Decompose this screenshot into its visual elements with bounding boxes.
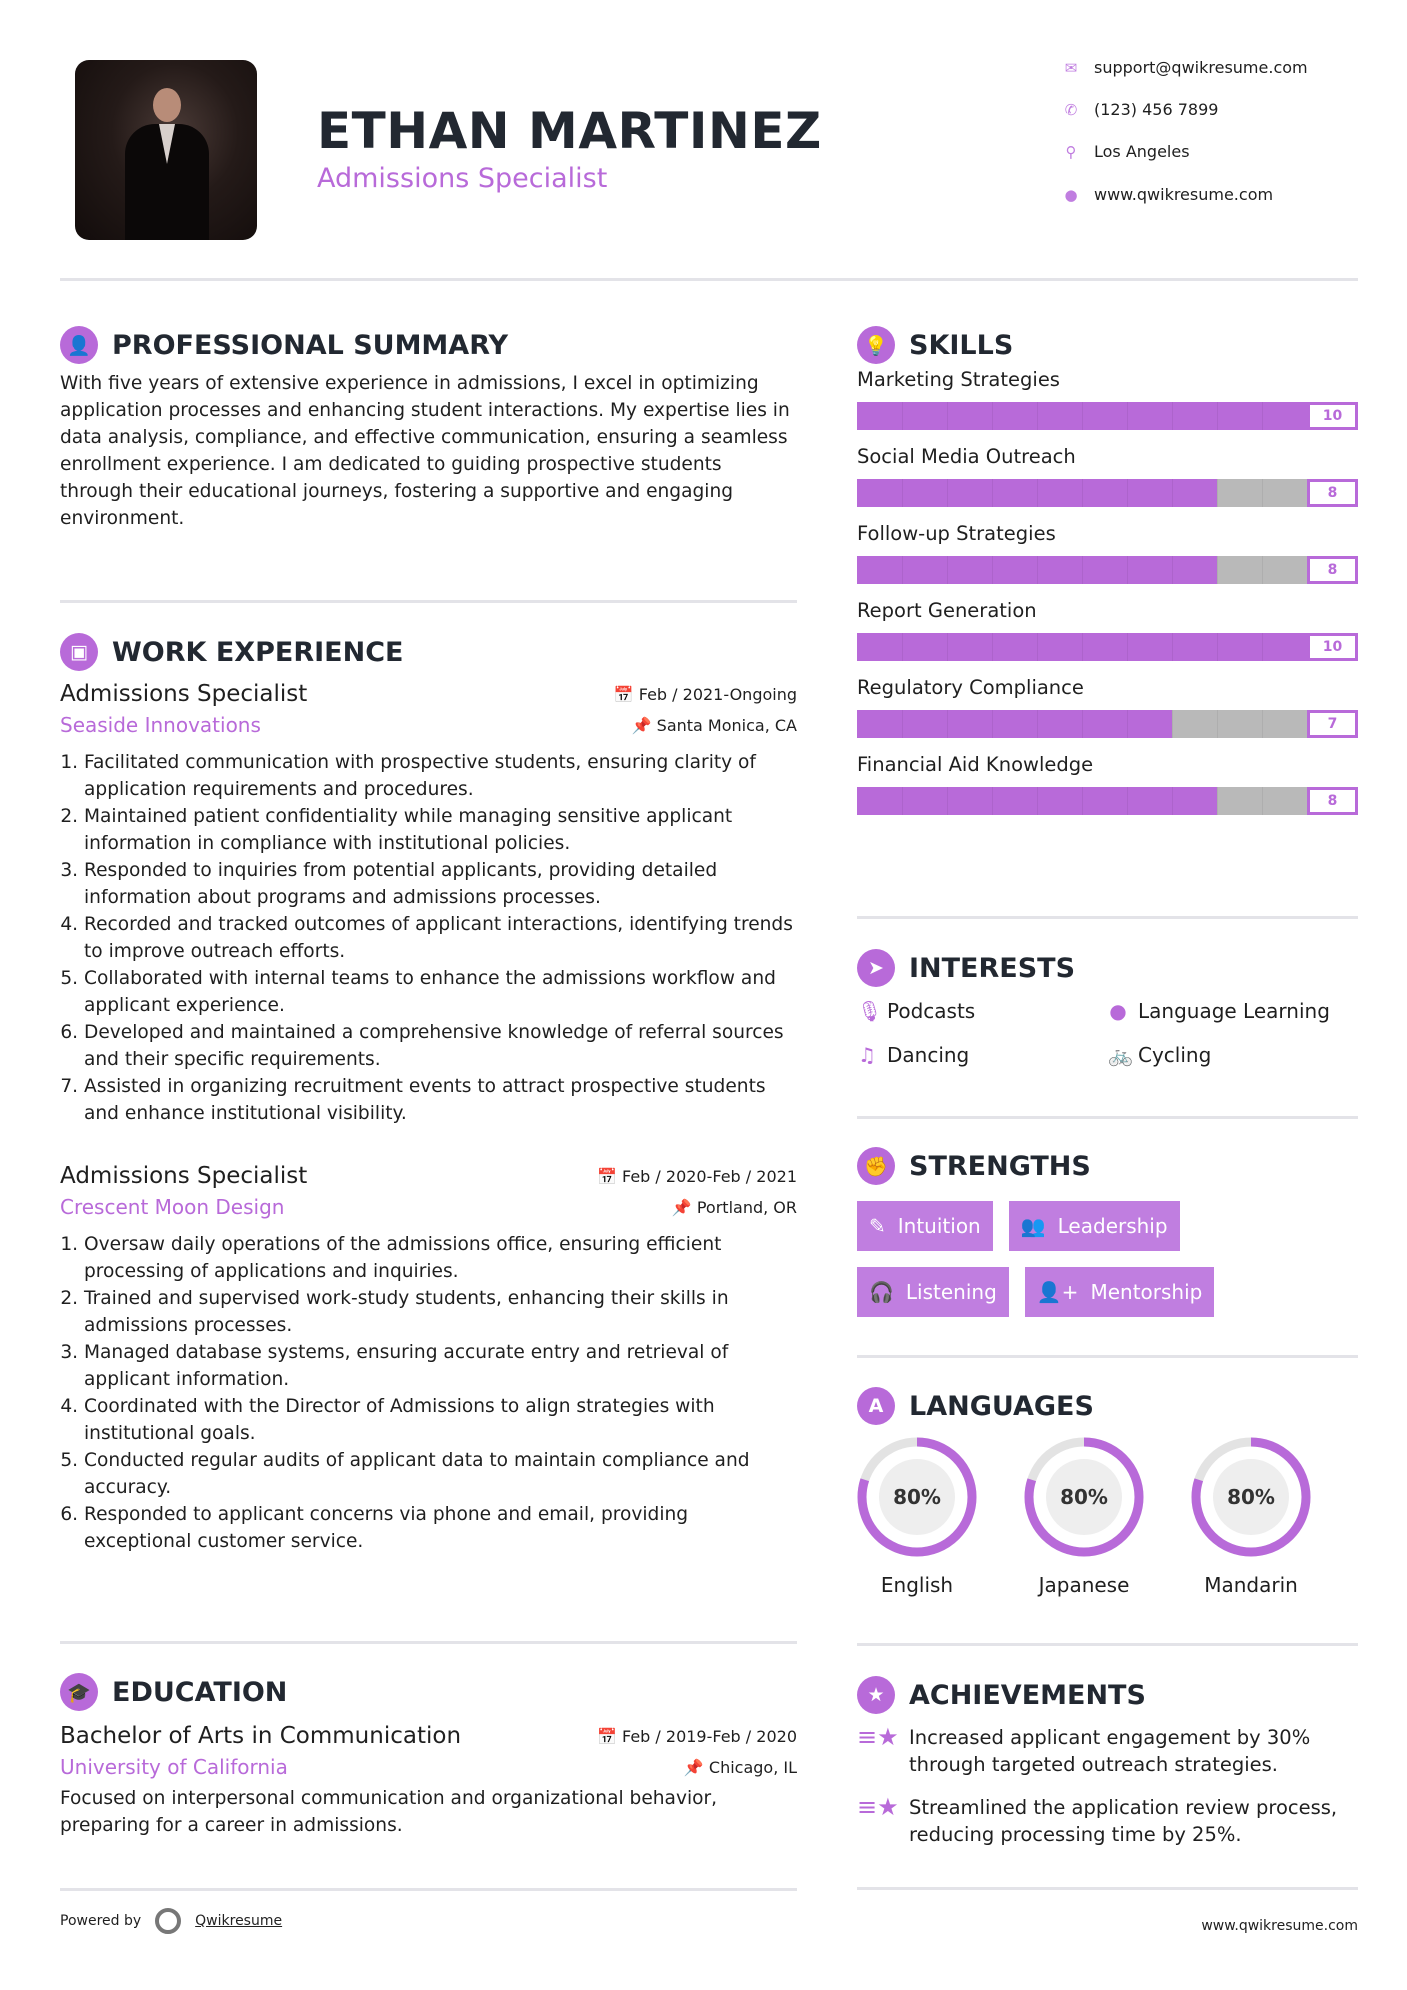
language-item — [1014, 1435, 1154, 1597]
bar-segment-divider — [1262, 633, 1263, 661]
bar-segment-divider — [1082, 710, 1083, 738]
language-item — [1181, 1435, 1321, 1597]
bar-segment-divider — [947, 479, 948, 507]
school: University of California — [60, 1755, 288, 1779]
bar-segment-divider — [992, 710, 993, 738]
job-bullet: 3. Responded to inquiries from potential applicants, providing detailed information about programs and admissions processes. — [84, 857, 797, 911]
language-label: Japanese — [1038, 1573, 1130, 1597]
bar-segment-divider — [1172, 633, 1173, 661]
skill-value: 8 — [1307, 479, 1358, 507]
skills-section — [857, 326, 1358, 815]
user-icon: 👤 — [60, 326, 98, 364]
job-location: 📌 Santa Monica, CA — [631, 715, 797, 735]
education-text: Focused on interpersonal communication and organizational behavior, preparing for a career in admissions. — [60, 1788, 718, 1836]
section-heading: ACHIEVEMENTS — [909, 1679, 1146, 1711]
divider — [60, 600, 797, 603]
job-bullet: 6. Responded to applicant concerns via phone and email, providing exceptional customer service. — [84, 1501, 797, 1555]
job-bullet: 2. Trained and supervised work-study students, enhancing their skills in admissions processes. — [84, 1285, 797, 1339]
language-icon: A — [857, 1387, 895, 1425]
section-heading: LANGUAGES — [909, 1390, 1094, 1422]
summary-text: With five years of extensive experience in admissions, I excel in optimizing application processes and enhancing student interactions. My expertise lies in data analysis, compliance, and effective communication, ensuring a seamless enrollment experience. I am dedicated to guiding prospective students through their educational journeys, fostering a supportive and engaging environment. — [60, 373, 790, 529]
calendar-icon: 📅 — [613, 684, 634, 704]
language-percent: 80% — [1227, 1485, 1275, 1509]
strengths-section — [857, 1147, 1358, 1317]
section-heading: INTERESTS — [909, 952, 1076, 984]
divider — [60, 1888, 797, 1891]
language-percent: 80% — [1060, 1485, 1108, 1509]
skill-value: 10 — [1307, 402, 1358, 430]
paper-plane-icon: ➤ — [857, 949, 895, 987]
section-heading: SKILLS — [909, 329, 1014, 361]
candidate-name: ETHAN MARTINEZ — [317, 102, 822, 160]
job-bullet: 5. Collaborated with internal teams to enhance the admissions workflow and applicant experience. — [84, 965, 797, 1019]
job-entry — [60, 1163, 797, 1555]
star-icon: ★ — [857, 1676, 895, 1714]
interests-section — [857, 949, 1358, 1067]
interest-dancing: ♫ Dancing — [858, 1043, 970, 1067]
achievement-item: ≡★ Increased applicant engagement by 30% through targeted outreach strategies. — [857, 1723, 1311, 1776]
bar-segment-divider — [1172, 556, 1173, 584]
divider — [857, 1887, 1358, 1890]
job-bullet: 6. Developed and maintained a comprehensive knowledge of referral sources and their specific requirements. — [84, 1019, 797, 1073]
bar-segment-divider — [947, 787, 948, 815]
bar-segment-divider — [902, 787, 903, 815]
skill-label: Marketing Strategies — [857, 368, 1060, 391]
bar-segment-divider — [1127, 479, 1128, 507]
summary-section — [60, 326, 800, 532]
music-note-icon: ♫ — [858, 1043, 876, 1067]
language-item — [847, 1435, 987, 1597]
contact-location: ⚲ Los Angeles — [1062, 142, 1190, 161]
bar-segment-divider — [1127, 556, 1128, 584]
contact-phone: ✆ (123) 456 7899 — [1062, 100, 1218, 119]
skill-label: Report Generation — [857, 599, 1037, 622]
language-donut — [1022, 1435, 1146, 1559]
skill-bar — [857, 556, 1358, 584]
bar-segment-divider — [1262, 402, 1263, 430]
bar-segment-divider — [947, 556, 948, 584]
skill-bar-fill — [857, 710, 1172, 738]
section-heading: WORK EXPERIENCE — [112, 636, 404, 668]
bar-segment-divider — [1082, 633, 1083, 661]
location-pin-icon: ⚲ — [1065, 142, 1077, 161]
microphone-icon: 🎙 — [857, 999, 883, 1023]
skill-label: Follow-up Strategies — [857, 522, 1056, 545]
bar-segment-divider — [947, 633, 948, 661]
job-title: Admissions Specialist — [60, 681, 308, 707]
job-bullet: 2. Maintained patient confidentiality while managing sensitive applicant information in compliance with institutional policies. — [84, 803, 797, 857]
powered-by: Powered by Qwikresume — [60, 1908, 282, 1934]
achievements-section — [857, 1676, 1358, 1848]
bar-segment-divider — [1262, 710, 1263, 738]
language-label: Mandarin — [1204, 1573, 1298, 1597]
bar-segment-divider — [902, 710, 903, 738]
graduate-icon: 🎓 — [60, 1673, 98, 1711]
bar-segment-divider — [992, 633, 993, 661]
bar-segment-divider — [1037, 556, 1038, 584]
briefcase-icon: ▣ — [60, 633, 98, 671]
bar-segment-divider — [1262, 556, 1263, 584]
pin-icon: 📌 — [671, 1197, 692, 1217]
skill-item — [857, 599, 1358, 661]
bar-segment-divider — [1172, 787, 1173, 815]
bar-segment-divider — [992, 479, 993, 507]
qwikresume-logo-icon — [155, 1908, 181, 1934]
divider — [60, 1641, 797, 1644]
strength-leadership: 👥 Leadership — [1009, 1201, 1180, 1251]
achievement-item: ≡★ Streamlined the application review process, reducing processing time by 25%. — [857, 1793, 1338, 1846]
bar-segment-divider — [1082, 787, 1083, 815]
education-location: 📌 Chicago, IL — [683, 1757, 797, 1777]
bar-segment-divider — [947, 710, 948, 738]
skill-item — [857, 445, 1358, 507]
bar-segment-divider — [1217, 402, 1218, 430]
lightbulb-icon: 💡 — [857, 326, 895, 364]
divider — [857, 1355, 1358, 1358]
job-bullets — [60, 1231, 797, 1555]
bar-segment-divider — [1082, 479, 1083, 507]
job-bullets — [60, 749, 797, 1127]
job-date: 📅 Feb / 2021-Ongoing — [613, 684, 797, 704]
header-divider — [60, 278, 1358, 281]
interest-podcasts: 🎙 Podcasts — [857, 999, 976, 1023]
section-heading: EDUCATION — [112, 1676, 288, 1708]
bar-segment-divider — [902, 556, 903, 584]
users-icon: 👥 — [1020, 1214, 1046, 1238]
bar-segment-divider — [1217, 787, 1218, 815]
bar-segment-divider — [1172, 402, 1173, 430]
fist-icon: ✊ — [857, 1147, 895, 1185]
bar-segment-divider — [1217, 633, 1218, 661]
pin-icon: 📌 — [631, 715, 652, 735]
bar-segment-divider — [1172, 479, 1173, 507]
profile-photo — [75, 60, 257, 240]
divider — [857, 1116, 1358, 1119]
bar-segment-divider — [1082, 402, 1083, 430]
phone-icon: ✆ — [1064, 100, 1078, 119]
bar-segment-divider — [1262, 479, 1263, 507]
skill-item — [857, 676, 1358, 738]
job-bullet: 3. Managed database systems, ensuring accurate entry and retrieval of applicant information. — [84, 1339, 797, 1393]
job-date: 📅 Feb / 2020-Feb / 2021 — [596, 1166, 797, 1186]
languages-section — [857, 1387, 1358, 1597]
bar-segment-divider — [902, 633, 903, 661]
skill-bar — [857, 402, 1358, 430]
interest-language-learning: ● Language Learning — [1109, 999, 1330, 1023]
contact-email: ✉ support@qwikresume.com — [1062, 58, 1308, 77]
bar-segment-divider — [1037, 402, 1038, 430]
job-bullet: 4. Recorded and tracked outcomes of applicant interactions, identifying trends to improve outreach efforts. — [84, 911, 797, 965]
bar-segment-divider — [1127, 633, 1128, 661]
bar-segment-divider — [947, 402, 948, 430]
language-donut — [1189, 1435, 1313, 1559]
language-label: English — [880, 1573, 954, 1597]
bar-segment-divider — [992, 787, 993, 815]
job-bullet: 4. Coordinated with the Director of Admissions to align strategies with institutional goals. — [84, 1393, 797, 1447]
degree: Bachelor of Arts in Communication — [60, 1723, 462, 1749]
job-title: Admissions Specialist — [60, 1163, 308, 1189]
headphones-icon: 🎧 — [869, 1280, 894, 1304]
job-location: 📌 Portland, OR — [671, 1197, 797, 1217]
language-donut — [855, 1435, 979, 1559]
divider — [857, 1643, 1358, 1646]
bar-segment-divider — [902, 402, 903, 430]
skill-label: Social Media Outreach — [857, 445, 1076, 468]
skill-item — [857, 753, 1358, 815]
skill-value: 7 — [1307, 710, 1358, 738]
job-bullet: 1. Facilitated communication with prospective students, ensuring clarity of application requirements and procedures. — [84, 749, 797, 803]
bar-segment-divider — [1217, 710, 1218, 738]
qwikresume-link[interactable]: Qwikresume — [195, 1913, 283, 1929]
education-date: 📅 Feb / 2019-Feb / 2020 — [596, 1726, 797, 1746]
bar-segment-divider — [992, 556, 993, 584]
bar-segment-divider — [1082, 556, 1083, 584]
divider — [857, 916, 1358, 919]
skill-bar — [857, 710, 1358, 738]
skill-value: 8 — [1307, 556, 1358, 584]
skill-bar — [857, 787, 1358, 815]
company-name: Seaside Innovations — [60, 713, 261, 737]
bar-segment-divider — [1127, 710, 1128, 738]
magic-wand-icon: ✎ — [869, 1214, 886, 1238]
globe-icon: ● — [1109, 999, 1127, 1023]
job-bullet: 5. Conducted regular audits of applicant data to maintain compliance and accuracy. — [84, 1447, 797, 1501]
calendar-icon: 📅 — [596, 1166, 617, 1186]
globe-icon: ● — [1064, 185, 1078, 204]
company-name: Crescent Moon Design — [60, 1195, 285, 1219]
bicycle-icon: 🚲 — [1108, 1043, 1133, 1067]
shooting-star-icon: ≡★ — [857, 1793, 899, 1821]
job-entry — [60, 681, 797, 1127]
bar-segment-divider — [1217, 556, 1218, 584]
skill-value: 8 — [1307, 787, 1358, 815]
bar-segment-divider — [1037, 479, 1038, 507]
skill-label: Financial Aid Knowledge — [857, 753, 1094, 776]
bar-segment-divider — [1037, 633, 1038, 661]
skill-bar — [857, 479, 1358, 507]
bar-segment-divider — [1172, 710, 1173, 738]
skill-item — [857, 522, 1358, 584]
bar-segment-divider — [902, 479, 903, 507]
skill-label: Regulatory Compliance — [857, 676, 1084, 699]
skill-item — [857, 368, 1358, 430]
bar-segment-divider — [1037, 787, 1038, 815]
bar-segment-divider — [1262, 787, 1263, 815]
section-heading: PROFESSIONAL SUMMARY — [112, 329, 509, 361]
language-percent: 80% — [893, 1485, 941, 1509]
strength-mentorship: 👤+ Mentorship — [1025, 1267, 1215, 1317]
bar-segment-divider — [1037, 710, 1038, 738]
user-plus-icon: 👤+ — [1036, 1280, 1079, 1304]
education-section — [60, 1673, 797, 1839]
footer-url[interactable]: www.qwikresume.com — [1201, 1918, 1358, 1934]
skill-value: 10 — [1307, 633, 1358, 661]
job-bullet: 1. Oversaw daily operations of the admissions office, ensuring efficient processing of applications and inquiries. — [84, 1231, 797, 1285]
strength-intuition: ✎ Intuition — [857, 1201, 993, 1251]
contact-website: ● www.qwikresume.com — [1062, 185, 1273, 204]
candidate-title: Admissions Specialist — [317, 163, 608, 194]
bar-segment-divider — [1217, 479, 1218, 507]
strength-listening: 🎧 Listening — [857, 1267, 1009, 1317]
interest-cycling: 🚲 Cycling — [1108, 1043, 1212, 1067]
work-section — [60, 633, 797, 1555]
mail-icon: ✉ — [1064, 58, 1078, 77]
bar-segment-divider — [1127, 402, 1128, 430]
job-bullet: 7. Assisted in organizing recruitment events to attract prospective students and enhance institutional visibility. — [84, 1073, 797, 1127]
shooting-star-icon: ≡★ — [857, 1723, 899, 1751]
bar-segment-divider — [1127, 787, 1128, 815]
bar-segment-divider — [992, 402, 993, 430]
skill-bar — [857, 633, 1358, 661]
section-heading: STRENGTHS — [909, 1150, 1091, 1182]
